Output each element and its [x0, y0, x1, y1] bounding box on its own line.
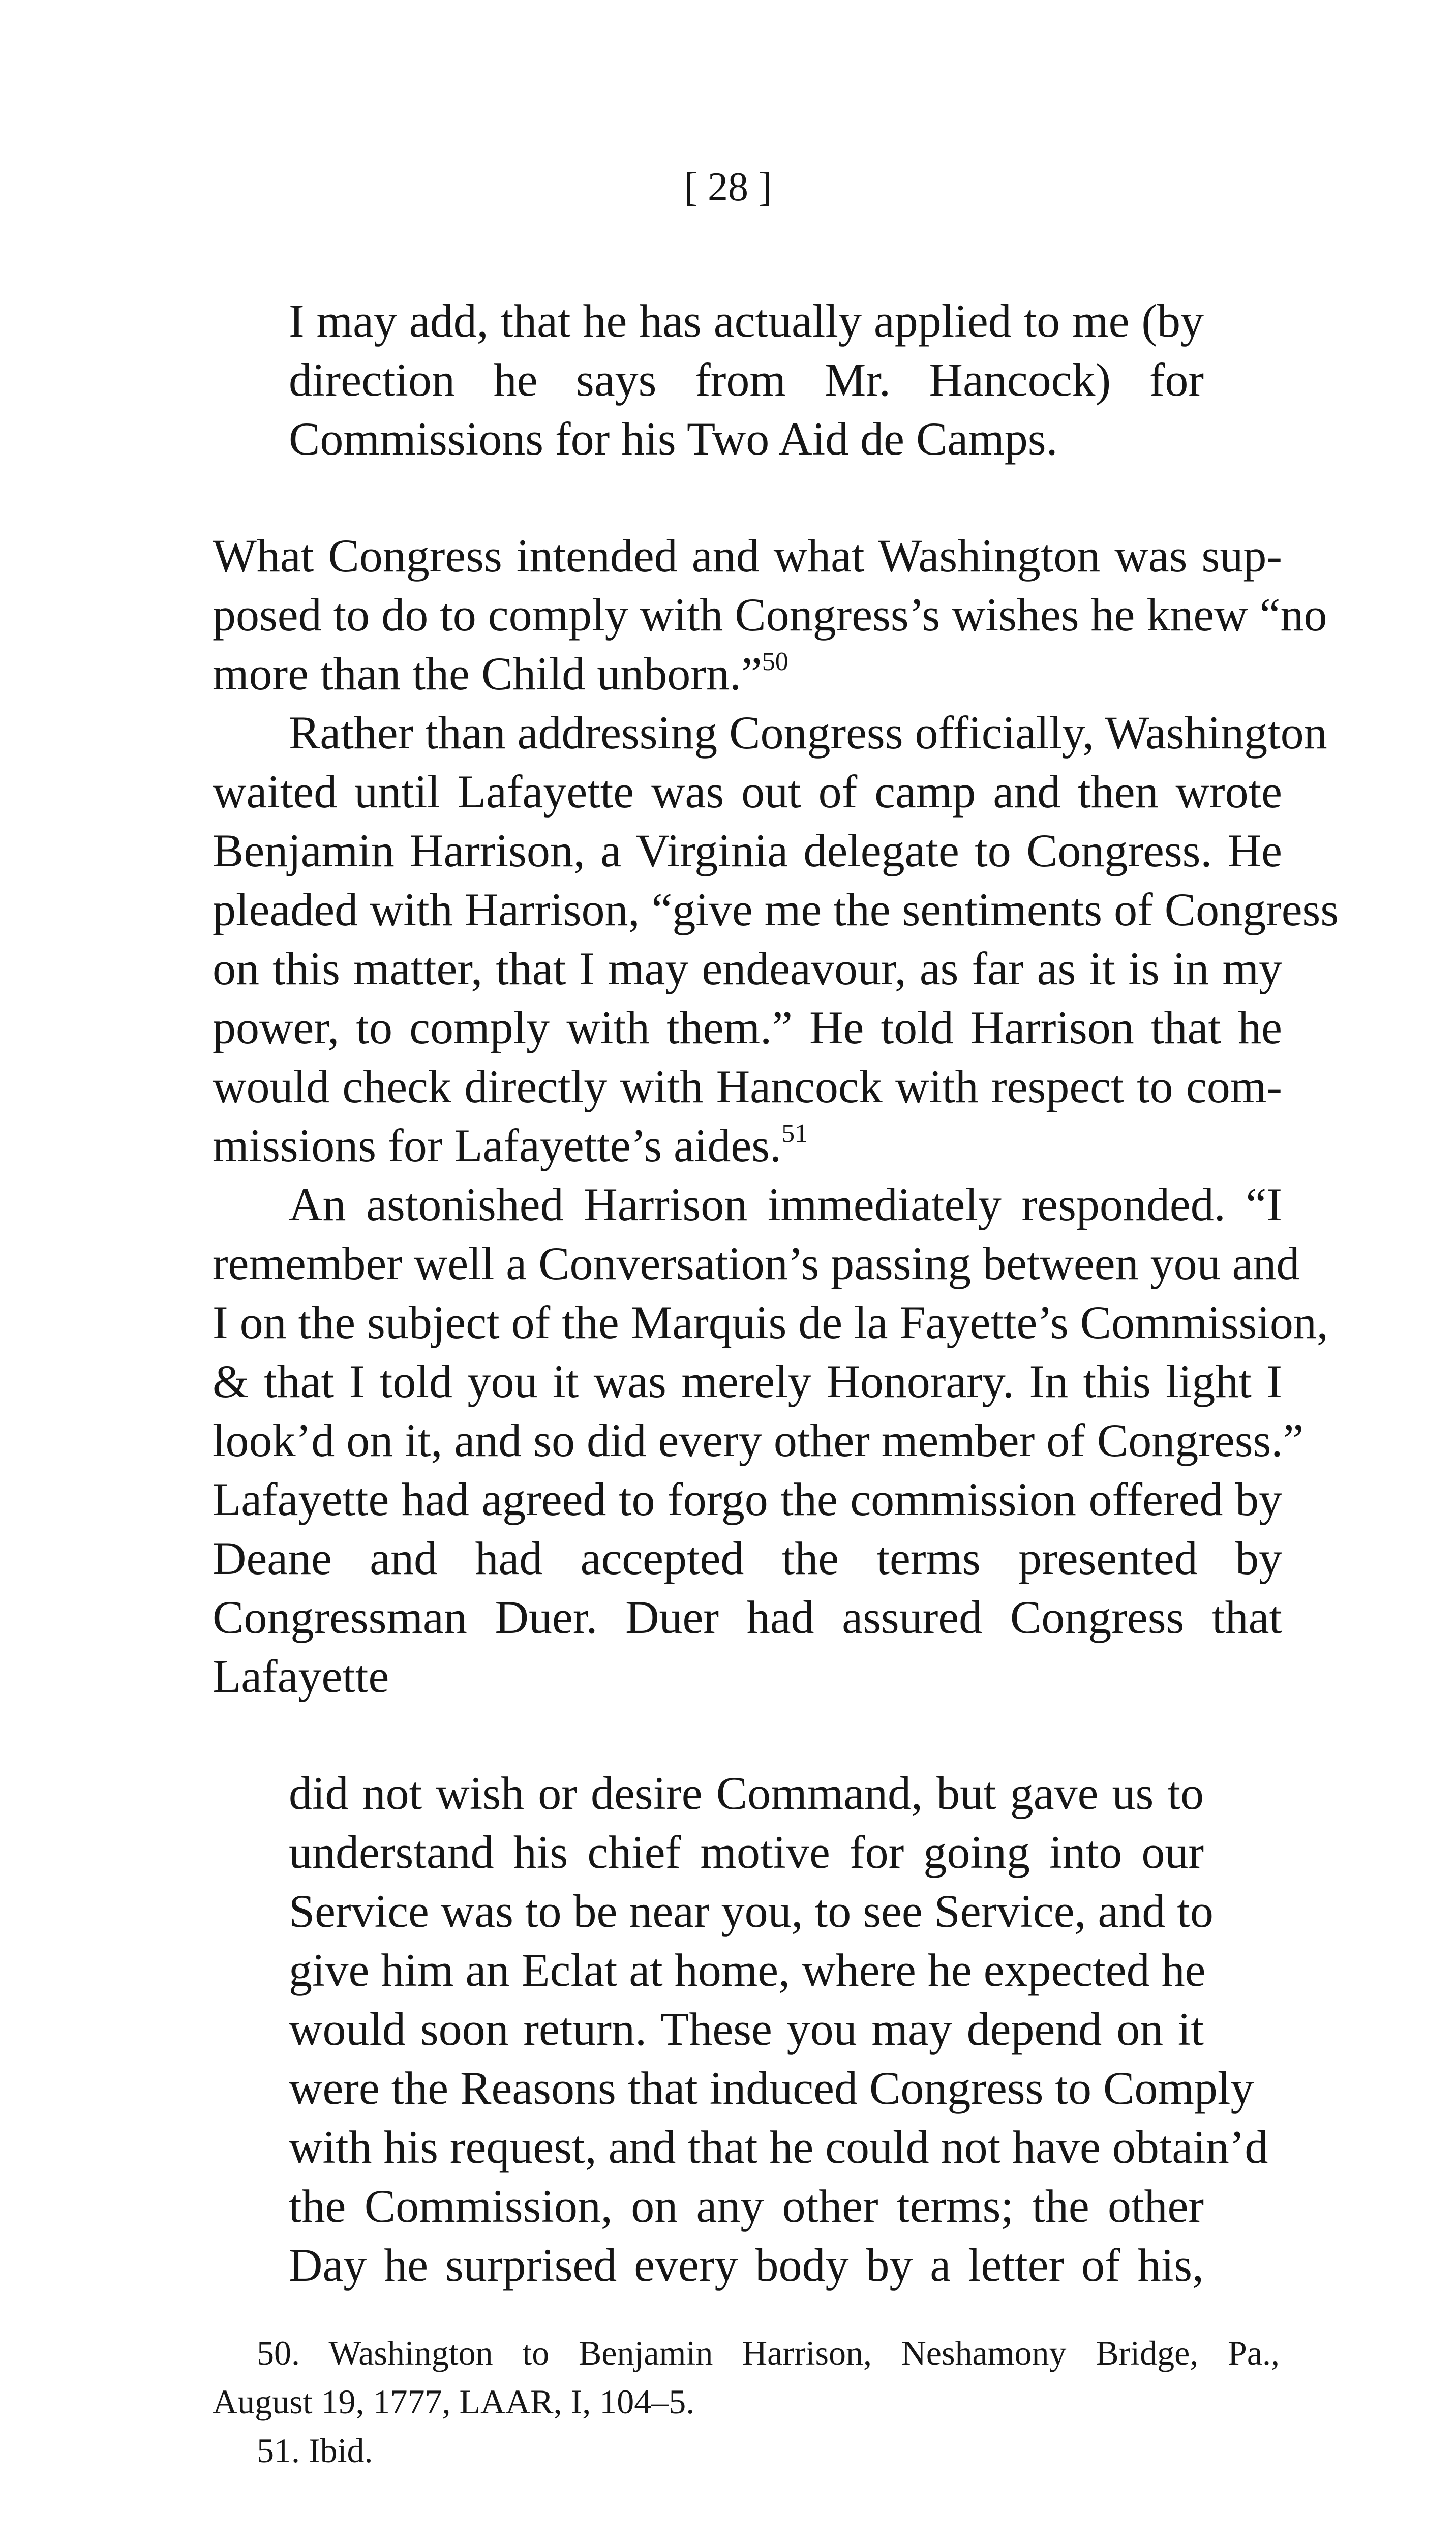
paragraph-text: more than the Child unborn.” — [213, 648, 762, 700]
paragraph-line: remember well a Conversation’s passing between you and — [213, 1237, 1300, 1289]
paragraph-line — [213, 644, 1282, 703]
paragraph-line: power, to comply with them.” He told Harrison that he — [213, 1002, 1282, 1053]
paragraph-line: & that I told you it was merely Honorary. In this light I — [213, 1355, 1282, 1407]
paragraph-line: would check directly with Hancock with respect to com- — [213, 1061, 1282, 1112]
footnote-51: 51. Ibid. — [257, 2431, 373, 2470]
paragraph-line: I on the subject of the Marquis de la Fayette’s Commission, — [213, 1296, 1328, 1348]
quote-line: Service was to be near you, to see Service, and to — [289, 1885, 1214, 1937]
quote-line: direction he says from Mr. Hancock) for — [289, 354, 1204, 406]
paragraph-line: waited until Lafayette was out of camp and then wrote — [213, 766, 1282, 818]
paragraph-line: What Congress intended and what Washington was sup- — [213, 530, 1282, 582]
quote-line: Day he surprised every body by a letter of his, — [289, 2239, 1204, 2291]
paragraph-line: Rather than addressing Congress officially, Washington — [289, 707, 1327, 759]
footnote-ref-50: 50 — [762, 647, 788, 676]
quote-line: Commissions for his Two Aid de Camps. — [289, 413, 1058, 465]
paragraph-line: Deane and had accepted the terms presented by — [213, 1532, 1282, 1584]
page-number: [ 28 ] — [684, 165, 772, 209]
paragraph-line: on this matter, that I may endeavour, as far as it is in my — [213, 943, 1282, 994]
quote-line: did not wish or desire Command, but gave us to — [289, 1767, 1204, 1819]
paragraph-line: An astonished Harrison immediately responded. “I — [289, 1178, 1282, 1230]
paragraph-line: Lafayette — [213, 1650, 389, 1702]
paragraph-line: Congressman Duer. Duer had assured Congress that — [213, 1591, 1282, 1643]
paragraph-line: pleaded with Harrison, “give me the sentiments of Congress — [213, 884, 1339, 935]
quote-line: give him an Eclat at home, where he expected he — [289, 1944, 1206, 1996]
footnote-ref-51: 51 — [781, 1119, 808, 1148]
paragraph-text: missions for Lafayette’s aides. — [213, 1119, 782, 1171]
quote-line: I may add, that he has actually applied to me (by — [289, 295, 1204, 347]
paragraph-line — [213, 1116, 1282, 1175]
quote-line: with his request, and that he could not have obtain’d — [289, 2121, 1268, 2173]
quote-line: understand his chief motive for going into our — [289, 1826, 1204, 1878]
paragraph-line: posed to do to comply with Congress’s wishes he knew “no — [213, 589, 1327, 641]
paragraph-line: look’d on it, and so did every other member of Congress.” — [213, 1414, 1304, 1466]
quote-line: were the Reasons that induced Congress to Comply — [289, 2062, 1254, 2114]
quote-line: the Commission, on any other terms; the other — [289, 2180, 1204, 2232]
footnote-50: 50. Washington to Benjamin Harrison, Neshamony Bridge, Pa., — [257, 2334, 1280, 2372]
paragraph-line: Benjamin Harrison, a Virginia delegate to Congress. He — [213, 825, 1282, 876]
quote-line: would soon return. These you may depend on it — [289, 2003, 1204, 2055]
paragraph-line: Lafayette had agreed to forgo the commission offered by — [213, 1473, 1282, 1525]
footnote-50-continued: August 19, 1777, LAAR, I, 104–5. — [213, 2382, 695, 2421]
